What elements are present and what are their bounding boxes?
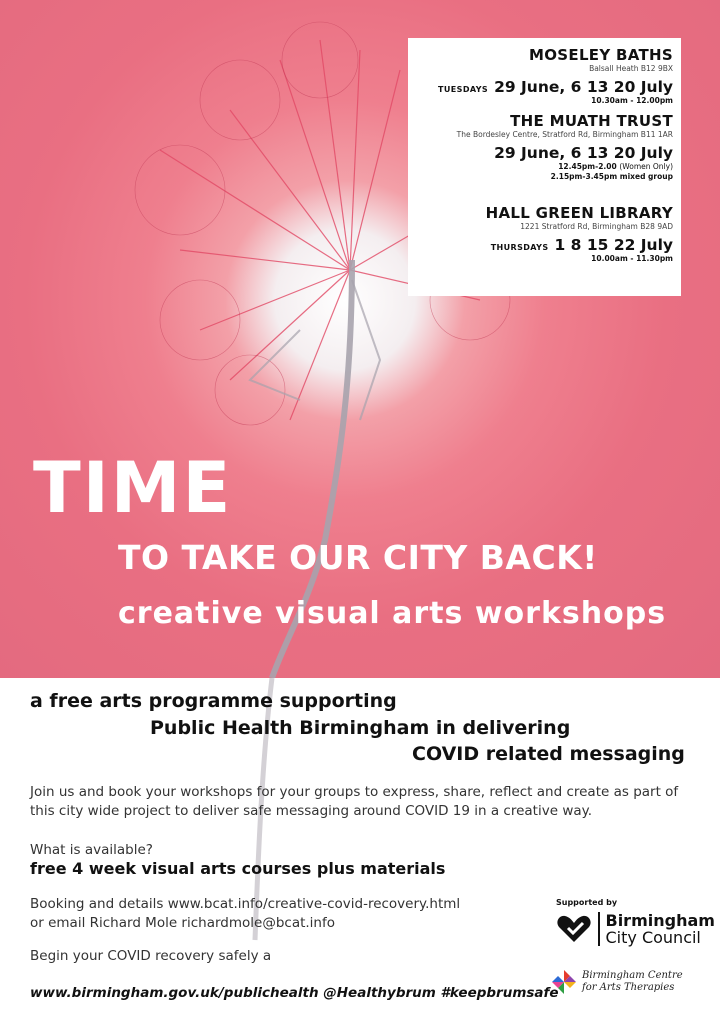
venue-time: 10.00am - 11.30pm <box>591 254 673 263</box>
pinwheel-icon <box>550 968 578 996</box>
bcc-line-2: City Council <box>605 928 701 947</box>
booking-website: Booking and details www.bcat.info/creative-covid-recovery.html <box>30 896 461 912</box>
supported-by-label: Supported by <box>556 898 618 907</box>
begin-recovery-text: Begin your COVID recovery safely a <box>30 948 272 964</box>
headline-time: TIME <box>33 447 233 529</box>
venue-address: 1221 Stratford Rd, Birmingham B28 9AD <box>520 222 673 231</box>
venue-moseley-baths <box>412 46 673 106</box>
bcat-line-2: for Arts Therapies <box>582 982 675 993</box>
venue-muath-trust <box>412 112 673 182</box>
venue-hall-green-library <box>412 204 673 264</box>
venue-day: TUESDAYS <box>438 85 489 94</box>
tagline-line-1: a free arts programme supporting <box>30 690 397 712</box>
venue-dates: 29 June, 6 13 20 July <box>494 144 673 162</box>
venue-day: THURSDAYS <box>490 243 549 252</box>
footer-links: www.birmingham.gov.uk/publichealth @Healthybrum #keepbrumsafe <box>30 985 559 1001</box>
venue-dates: 1 8 15 22 July <box>554 236 673 254</box>
venue-name: HALL GREEN LIBRARY <box>485 204 673 222</box>
available-answer: free 4 week visual arts courses plus materials <box>30 859 446 878</box>
venue-name: THE MUATH TRUST <box>510 112 673 130</box>
headline-workshops: creative visual arts workshops <box>118 596 667 631</box>
venue-time-note: (Women Only) <box>619 162 673 171</box>
venue-time: 10.30am - 12.00pm <box>591 96 673 105</box>
venue-name: MOSELEY BATHS <box>529 46 673 64</box>
bcc-line-1: Birmingham <box>605 911 715 930</box>
bcat-logo <box>550 968 683 996</box>
venue-time: 12.45pm-2.00 <box>558 162 617 171</box>
tagline-line-3: COVID related messaging <box>412 743 685 765</box>
headline-subtitle: TO TAKE OUR CITY BACK! <box>118 538 598 577</box>
venue-schedule-panel <box>408 38 681 296</box>
venue-address: Balsall Heath B12 9BX <box>589 64 673 73</box>
booking-details <box>30 895 460 933</box>
venue-time: 2.15pm-3.45pm mixed group <box>550 172 673 181</box>
tagline-line-2: Public Health Birmingham in delivering <box>150 717 571 739</box>
venue-dates: 29 June, 6 13 20 July <box>494 78 673 96</box>
venue-address: The Bordesley Centre, Stratford Rd, Birmingham B11 1AR <box>456 130 673 139</box>
birmingham-city-council-logo <box>556 912 715 946</box>
bcat-line-1: Birmingham Centre <box>582 970 683 981</box>
booking-email: or email Richard Mole richardmole@bcat.info <box>30 915 336 931</box>
available-question: What is available? <box>30 842 153 858</box>
intro-paragraph: Join us and book your workshops for your groups to express, share, reflect and create as part of this city wide project to deliver safe messaging around COVID 19 in a creative way. <box>30 784 679 819</box>
heart-icon <box>556 914 592 944</box>
